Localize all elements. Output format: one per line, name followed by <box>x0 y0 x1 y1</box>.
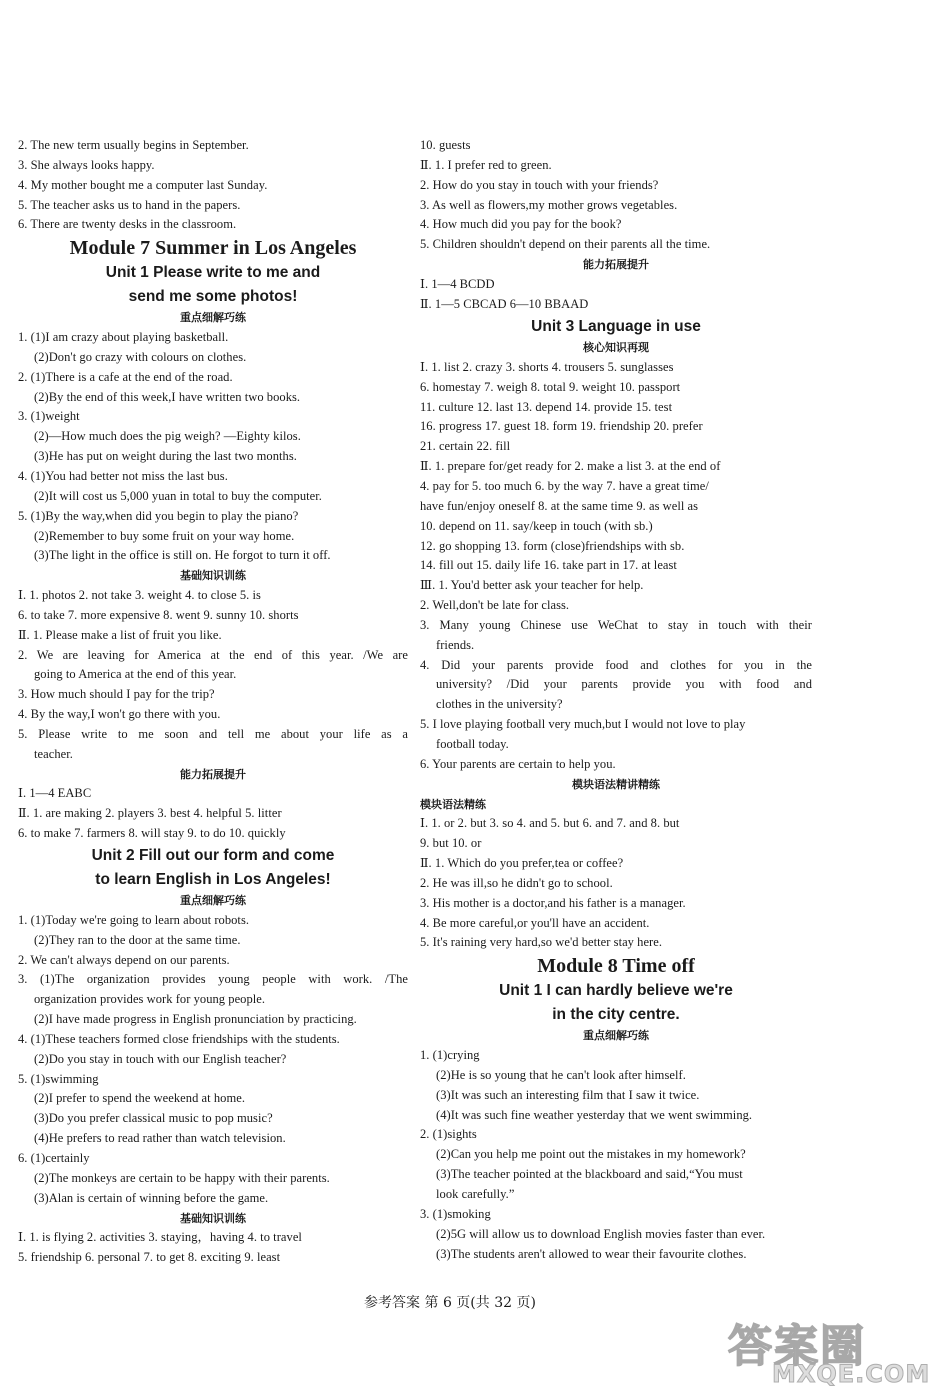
unit-heading: Unit 1 Please write to me and <box>105 264 321 282</box>
answer-line: Ⅲ. 1. You'd better ask your teacher for help. <box>420 578 644 593</box>
answer-line: 2. How do you stay in touch with your friends? <box>420 177 659 192</box>
answer-line: (2)It will cost us 5,000 yuan in total to buy the computer. <box>34 488 322 503</box>
answer-line: (3)The light in the office is still on. He forgot to turn it off. <box>34 548 331 563</box>
answer-line: (3)It was such an interesting film that I saw it twice. <box>436 1087 700 1102</box>
answer-line: 21. certain 22. fill <box>420 439 511 454</box>
answer-line: Ⅰ. 1. photos 2. not take 3. weight 4. to close 5. is <box>18 588 261 603</box>
answer-line: Ⅱ. 1. are making 2. players 3. best 4. helpful 5. litter <box>18 806 282 821</box>
answer-line: 5. (1)By the way,when did you begin to play the piano? <box>18 508 299 523</box>
answer-line: 2. (1)sights <box>420 1127 477 1142</box>
answer-line: 5. The teacher asks us to hand in the papers. <box>18 197 241 212</box>
unit-heading: Unit 1 I can hardly believe we're <box>499 982 733 1000</box>
section-heading: 能力拓展提升 <box>180 767 246 781</box>
answer-line: (3)He has put on weight during the last two months. <box>34 449 297 464</box>
answer-line: (2)He is so young that he can't look after himself. <box>436 1067 686 1082</box>
page-footer: 参考答案 第 6 页(共 32 页) <box>364 1295 536 1311</box>
answer-line: 10. depend on 11. say/keep in touch (with sb.) <box>420 518 653 533</box>
answer-line: 4. My mother bought me a computer last Sunday. <box>18 177 268 192</box>
answer-line: (3)Do you prefer classical music to pop music? <box>34 1111 273 1126</box>
answer-line: Ⅱ. 1. Which do you prefer,tea or coffee? <box>420 856 624 871</box>
answer-line: Ⅱ. 1. prepare for/get ready for 2. make a list 3. at the end of <box>420 459 721 474</box>
answer-line: 3. His mother is a doctor,and his father is a manager. <box>420 895 686 910</box>
answer-line: 2. The new term usually begins in September. <box>18 138 249 152</box>
unit-heading: Unit 3 Language in use <box>531 317 701 335</box>
answer-line: university? /Did your parents provide you with food and <box>436 677 812 692</box>
answer-line: teacher. <box>34 746 73 761</box>
section-heading: 能力拓展提升 <box>583 258 649 272</box>
answer-line: (2)—How much does the pig weigh? —Eighty kilos. <box>34 429 301 444</box>
answer-line: 14. fill out 15. daily life 16. take part in 17. at least <box>420 558 677 573</box>
answer-line: (2)By the end of this week,I have written two books. <box>34 389 301 404</box>
answer-line: 6. Your parents are certain to help you. <box>420 756 616 771</box>
module-heading: Module 7 Summer in Los Angeles <box>69 237 357 260</box>
answer-line: Ⅰ. 1—4 EABC <box>18 786 92 801</box>
answer-line: (2)Do you stay in touch with our English teacher? <box>34 1051 287 1066</box>
unit-heading: Unit 2 Fill out our form and come <box>91 847 335 864</box>
answer-line: (2)They ran to the door at the same time. <box>34 932 241 947</box>
right-column <box>420 136 812 1264</box>
answer-line: 12. go shopping 13. form (close)friendships with sb. <box>420 538 685 553</box>
watermark-url: MXQE.COM <box>772 1360 930 1388</box>
answer-line: (3)The students aren't allowed to wear their favourite clothes. <box>436 1246 747 1261</box>
answer-line: (3)Alan is certain of winning before the game. <box>34 1190 269 1205</box>
answer-line: 3. How much should I pay for the trip? <box>18 687 215 702</box>
answer-line: Ⅰ. 1. or 2. but 3. so 4. and 5. but 6. and 7. and 8. but <box>420 816 680 831</box>
answer-line: (2)Don't go crazy with colours on clothes. <box>34 349 247 364</box>
answer-line: 4. (1)You had better not miss the last bus. <box>18 468 228 483</box>
answer-line: organization provides work for young people. <box>34 992 266 1007</box>
answer-line: (4)It was such fine weather yesterday that we went swimming. <box>436 1107 753 1122</box>
answer-line: 5. friendship 6. personal 7. to get 8. exciting 9. least <box>18 1250 281 1265</box>
answer-line: 4. pay for 5. too much 6. by the way 7. have a great time/ <box>420 479 709 493</box>
answer-line: 2. (1)There is a cafe at the end of the road. <box>18 369 233 384</box>
answer-line: 6. (1)certainly <box>18 1150 90 1165</box>
left-column <box>18 136 408 1268</box>
answer-line: 5. Children shouldn't depend on their parents all the time. <box>420 237 711 252</box>
answer-line: 3. As well as flowers,my mother grows vegetables. <box>420 197 678 212</box>
section-heading: 重点细解巧练 <box>180 894 246 907</box>
answer-line: have fun/enjoy oneself 8. at the same time 9. as well as <box>420 498 699 513</box>
answer-line: 1. (1)I am crazy about playing basketball. <box>18 330 229 345</box>
answer-line: 6. There are twenty desks in the classroom. <box>18 217 237 232</box>
answer-line: 1. (1)crying <box>420 1048 480 1063</box>
section-heading: 核心知识再现 <box>583 341 649 355</box>
section-heading: 重点细解巧练 <box>180 311 246 325</box>
unit-heading: send me some photos! <box>128 287 298 305</box>
answer-line: 4. How much did you pay for the book? <box>420 217 622 232</box>
answer-line: Ⅰ. 1. list 2. crazy 3. shorts 4. trousers 5. sunglasses <box>420 359 674 374</box>
answer-line: (2)5G will allow us to download English movies faster than ever. <box>436 1226 766 1241</box>
watermark-logo <box>722 1308 930 1390</box>
answer-line: Ⅰ. 1. is flying 2. activities 3. staying，having 4. to travel <box>18 1230 302 1245</box>
answer-line: (2)Remember to buy some fruit on your way home. <box>34 528 295 543</box>
answer-line: 1. (1)Today we're going to learn about robots. <box>18 912 250 927</box>
section-heading: 重点细解巧练 <box>583 1029 649 1043</box>
answer-line: 5. I love playing football very much,but I would not love to play <box>420 717 746 732</box>
answer-line: 16. progress 17. guest 18. form 19. friendship 20. prefer <box>420 419 703 434</box>
answer-line: 2. He was ill,so he didn't go to school. <box>420 875 613 890</box>
answer-line: 2. We are leaving for America at the end of this year. /We are <box>18 647 408 662</box>
unit-heading: in the city centre. <box>552 1005 680 1023</box>
answer-line: 4. By the way,I won't go there with you. <box>18 707 221 722</box>
answer-line: Ⅱ. 1. Please make a list of fruit you like. <box>18 627 222 642</box>
section-heading: 基础知识训练 <box>180 569 246 583</box>
answer-line: friends. <box>436 637 475 652</box>
unit-heading: to learn English in Los Angeles! <box>95 870 331 888</box>
answer-line: clothes in the university? <box>436 697 563 712</box>
answer-line: 3. (1)The organization provides young people with work. /The <box>18 972 408 987</box>
answer-line: Ⅱ. 1. I prefer red to green. <box>420 157 552 172</box>
answer-line: football today. <box>436 736 509 751</box>
answer-line: 3. She always looks happy. <box>18 157 155 172</box>
answer-line: (4)He prefers to read rather than watch television. <box>34 1131 286 1146</box>
answer-line: 5. Please write to me soon and tell me about your life as a <box>18 726 408 741</box>
answer-line: 6. to make 7. farmers 8. will stay 9. to do 10. quickly <box>18 826 286 841</box>
answer-line: 4. Be more careful,or you'll have an accident. <box>420 915 650 930</box>
answer-line: (2)Can you help me point out the mistakes in my homework? <box>436 1147 746 1162</box>
answer-line: (3)The teacher pointed at the blackboard and said,“You must <box>436 1167 743 1182</box>
answer-line: 4. Did your parents provide food and clothes for you in the <box>420 657 812 672</box>
answer-line: 5. (1)swimming <box>18 1071 99 1086</box>
answer-line: 3. Many young Chinese use WeChat to stay in touch with their <box>420 617 812 632</box>
module-heading: Module 8 Time off <box>537 955 695 978</box>
answer-line: 3. (1)weight <box>18 409 80 424</box>
answer-line: Ⅱ. 1—5 CBCAD 6—10 BBAAD <box>420 296 589 311</box>
answer-line: going to America at the end of this year. <box>34 667 237 682</box>
section-heading: 基础知识训练 <box>180 1211 246 1225</box>
answer-line: (2)I have made progress in English pronunciation by practicing. <box>34 1012 357 1027</box>
answer-line: 6. homestay 7. weigh 8. total 9. weight 10. passport <box>420 379 681 394</box>
answer-line: 4. (1)These teachers formed close friendships with the students. <box>18 1031 340 1046</box>
answer-line: Ⅰ. 1—4 BCDD <box>420 276 495 291</box>
answer-line: 6. to take 7. more expensive 8. went 9. sunny 10. shorts <box>18 607 299 622</box>
answer-line: look carefully.” <box>436 1187 515 1201</box>
answer-line: 10. guests <box>420 138 471 152</box>
answer-line: 2. Well,don't be late for class. <box>420 598 570 613</box>
answer-line: (2)I prefer to spend the weekend at home. <box>34 1091 245 1106</box>
answer-line: 5. It's raining very hard,so we'd better stay here. <box>420 935 663 950</box>
answer-line: 3. (1)smoking <box>420 1206 491 1221</box>
answer-line: 2. We can't always depend on our parents. <box>18 952 230 967</box>
section-heading: 模块语法精讲精练 <box>572 777 660 791</box>
answer-line: (2)The monkeys are certain to be happy with their parents. <box>34 1170 330 1185</box>
answer-line: 11. culture 12. last 13. depend 14. provide 15. test <box>420 399 673 414</box>
section-heading: 模块语法精练 <box>420 797 486 811</box>
answer-line: 9. but 10. or <box>420 836 482 851</box>
watermark-text: 答案圈 <box>728 1321 866 1372</box>
